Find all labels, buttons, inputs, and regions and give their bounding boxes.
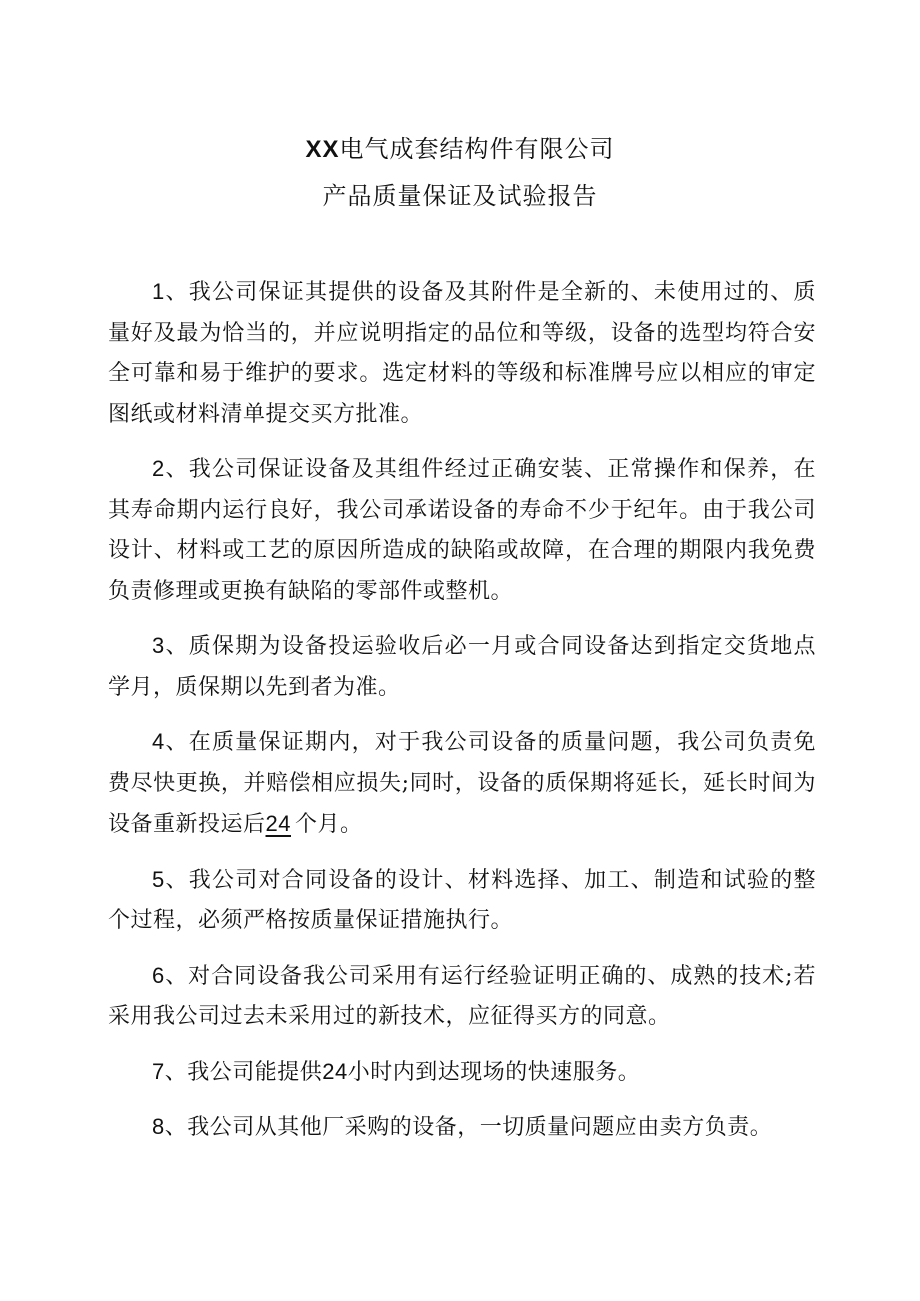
clause-number: 8	[152, 1114, 165, 1139]
clause-6	[108, 956, 816, 1038]
clause-number: 5	[152, 866, 165, 892]
title-block	[0, 126, 920, 219]
clause-number: 2	[152, 456, 165, 481]
clause-number: 1	[152, 279, 165, 304]
clause-2	[108, 449, 816, 612]
clause-1	[108, 272, 816, 435]
clause-5	[108, 860, 816, 942]
company-name-rest: 电气成套结构件有限公司	[339, 135, 615, 163]
document-body	[108, 272, 816, 1163]
clause-number: 6	[152, 962, 165, 988]
clause-number: 7	[152, 1058, 165, 1084]
company-name	[0, 126, 920, 173]
clause-7	[108, 1052, 816, 1094]
clause-text: 、我公司保证设备及其组件经过正确安装、正常操作和保养，在其寿命期内运行良好，我公司承诺设备的寿命不少于纪年。由于我公司设计、材料或工艺的原因所造成的缺陷或故障，在合理的期限内我免费负责修理或更换有缺陷的零部件或整机。	[108, 457, 816, 604]
clause-8	[108, 1107, 816, 1149]
clause-4	[108, 722, 816, 846]
clause-text: 、我公司对合同设备的设计、材料选择、加工、制造和试验的整个过程，必须严格按质量保证措施执行。	[108, 867, 816, 933]
clause-text: 、我公司能提供	[164, 1059, 323, 1085]
clause-3	[108, 626, 816, 708]
service-hours: 24	[322, 1058, 348, 1084]
clause-text: 、对合同设备我公司采用有运行经验证明正确的、成熟的技术;若采用我公司过去未采用过的新技术，应征得买方的同意。	[108, 963, 816, 1029]
company-name-prefix: XX	[305, 136, 340, 163]
clause-text: 、在质量保证期内，对于我公司设备的质量问题，我公司负责免费尽快更换，并赔偿相应损失;同时，设备的质保期将延长，延长时间为设备重新投运后	[108, 730, 816, 837]
report-title: 产品质量保证及试验报告	[322, 182, 598, 210]
clause-text: 、质保期为设备投运验收后必一月或合同设备达到指定交货地点学月，质保期以先到者为准。	[108, 634, 816, 700]
clause-number: 4	[152, 729, 165, 754]
clause-number: 3	[152, 633, 165, 658]
clause-text: 、我公司保证其提供的设备及其附件是全新的、未使用过的、质量好及最为恰当的，并应说明指定的品位和等级，设备的选型均符合安全可靠和易于维护的要求。选定材料的等级和标准牌号应以相应的审定图纸或材料清单提交买方批准。	[108, 280, 816, 427]
clause-text-end: 个月。	[295, 812, 363, 837]
clause-text-end: 小时内到达现场的快速服务。	[347, 1059, 641, 1085]
warranty-extension-months: 24	[265, 811, 291, 836]
clause-text: 、我公司从其他厂采购的设备，一切质量问题应由卖方负责。	[164, 1115, 773, 1140]
